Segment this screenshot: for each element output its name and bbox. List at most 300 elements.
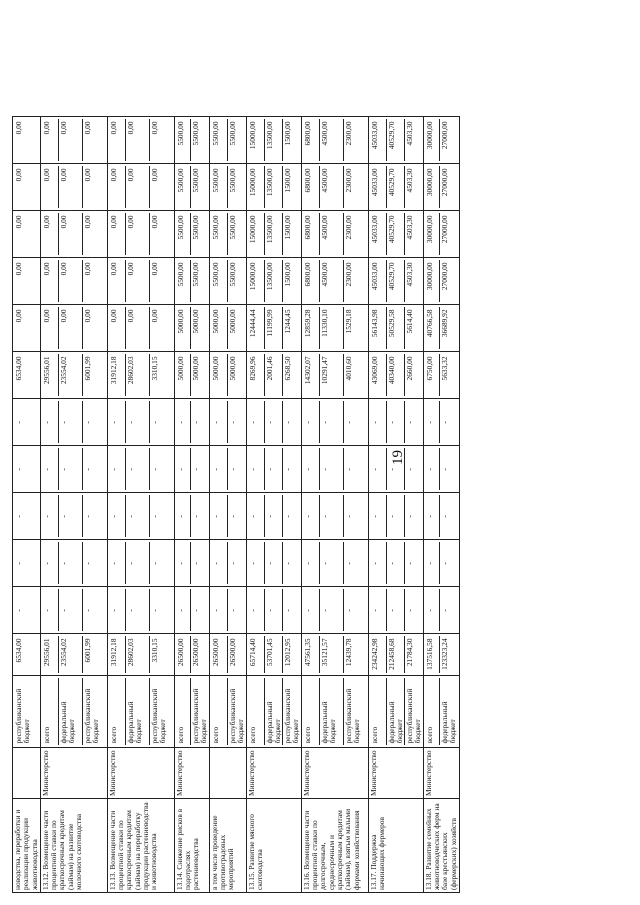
year-value: - — [14, 421, 23, 424]
year-value: - — [190, 401, 208, 443]
year-value: 0,00 — [41, 215, 51, 229]
year-value: 0,00 — [58, 307, 82, 349]
year-value: 0,00 — [41, 168, 51, 182]
year-value: - — [210, 421, 220, 424]
year-value: - — [149, 589, 173, 631]
year-value: - — [41, 609, 51, 612]
year-value: - — [227, 401, 245, 443]
year-value: 0,00 — [108, 215, 118, 229]
year-value: 6750,00 — [424, 356, 434, 381]
year-value: 27000,00 — [439, 166, 457, 208]
year-value: - — [210, 562, 220, 565]
year-value: - — [82, 448, 106, 490]
year-cell — [174, 164, 209, 211]
year-value: 0,00 — [14, 168, 23, 182]
total-value: 65714,40 — [247, 638, 257, 667]
year-cell — [246, 305, 301, 352]
year-value: 27000,00 — [439, 260, 457, 302]
year-value: - — [190, 589, 208, 631]
total-value: 47561,35 — [302, 638, 312, 667]
year-cell — [107, 352, 174, 399]
year-cell — [107, 399, 174, 446]
year-cell — [246, 540, 301, 587]
total-cell — [13, 634, 41, 676]
year-cell — [301, 352, 368, 399]
year-value: 6534,00 — [14, 356, 23, 381]
year-value: 5500,00 — [175, 262, 185, 287]
year-cell — [40, 399, 107, 446]
total-cell — [40, 634, 107, 676]
year-value: 4500,00 — [319, 260, 343, 302]
year-value: 10291,47 — [319, 354, 343, 396]
year-value: 6800,00 — [302, 121, 312, 146]
year-value: 5500,00 — [190, 166, 208, 208]
total-value: 35121,57 — [319, 636, 343, 673]
year-cell — [40, 117, 107, 164]
year-cell — [107, 493, 174, 540]
year-cell — [423, 493, 459, 540]
total-value: 26500,00 — [227, 636, 245, 673]
total-value: 23554,02 — [58, 636, 82, 673]
year-value: 1500,00 — [282, 166, 300, 208]
year-value: 0,00 — [14, 121, 23, 135]
funding-source-cell — [423, 676, 459, 748]
year-value: 0,00 — [14, 262, 23, 276]
year-cell — [209, 258, 246, 305]
year-value: - — [264, 589, 282, 631]
year-value: - — [210, 609, 220, 612]
total-value: 26500,00 — [190, 636, 208, 673]
year-cell — [40, 305, 107, 352]
year-cell — [13, 399, 41, 446]
year-value: 43069,00 — [369, 356, 379, 385]
year-value: 4503,30 — [404, 213, 422, 255]
total-value: 26500,00 — [175, 638, 185, 667]
year-value: - — [247, 609, 257, 612]
year-cell — [423, 587, 459, 634]
year-cell — [174, 305, 209, 352]
funding-source-cell — [40, 676, 107, 748]
year-value: 2300,00 — [343, 213, 367, 255]
year-value: - — [319, 448, 343, 490]
year-value: - — [82, 589, 106, 631]
year-value: 5000,00 — [175, 356, 185, 381]
year-value: - — [404, 448, 422, 490]
year-value: 15000,00 — [247, 262, 257, 291]
year-value: - — [108, 515, 118, 518]
year-value: 0,00 — [149, 119, 173, 161]
year-value: 13500,00 — [264, 119, 282, 161]
year-value: - — [424, 468, 434, 471]
year-cell — [40, 493, 107, 540]
year-value: 0,00 — [125, 260, 149, 302]
year-cell — [174, 446, 209, 493]
year-value: 0,00 — [41, 309, 51, 323]
year-cell — [246, 211, 301, 258]
year-cell — [301, 164, 368, 211]
measure-name-cell: новодства, переработки и реализации продукции животноводства — [13, 799, 41, 893]
total-cell — [301, 634, 368, 676]
funding-source: всего — [302, 726, 312, 744]
year-value: - — [247, 421, 257, 424]
year-value: 15000,00 — [247, 121, 257, 150]
year-value: - — [302, 468, 312, 471]
year-value: - — [247, 468, 257, 471]
year-value: 2660,00 — [404, 354, 422, 396]
table-row — [13, 117, 41, 893]
funding-source: республиканский бюджет — [190, 678, 208, 745]
year-value: 2001,46 — [264, 354, 282, 396]
year-value: 1500,00 — [282, 260, 300, 302]
year-cell — [13, 117, 41, 164]
year-value: 11330,10 — [319, 307, 343, 349]
year-value: - — [41, 515, 51, 518]
year-value: 1244,45 — [282, 307, 300, 349]
year-cell — [301, 587, 368, 634]
executor-cell: Министерство — [423, 748, 459, 799]
year-value: 0,00 — [149, 166, 173, 208]
year-cell — [13, 305, 41, 352]
year-value: 0,00 — [58, 260, 82, 302]
year-cell — [107, 258, 174, 305]
total-value: 31912,18 — [108, 638, 118, 667]
funding-source: федеральный бюджет — [386, 678, 404, 745]
measure-name-cell: 13.18. Развитие семейных животноводческих ферм на базе крестьянских (фермерских) хозяйств — [423, 799, 459, 893]
year-value: 27000,00 — [439, 213, 457, 255]
year-value: - — [404, 401, 422, 443]
year-cell — [246, 587, 301, 634]
executor-cell: Министерство — [107, 748, 174, 799]
table-row — [246, 117, 301, 893]
measure-name-cell: 13.15. Развитие мясного скотоводства — [246, 799, 301, 893]
year-value: - — [175, 468, 185, 471]
funding-source: федеральный бюджет — [439, 678, 457, 745]
year-value: - — [149, 495, 173, 537]
year-value: 12444,44 — [247, 309, 257, 338]
year-value: - — [424, 562, 434, 565]
year-value: 5500,00 — [227, 166, 245, 208]
funding-source: республиканский бюджет — [343, 678, 367, 745]
year-value: - — [41, 421, 51, 424]
year-value: - — [439, 495, 457, 537]
year-cell — [13, 587, 41, 634]
funding-source: федеральный бюджет — [319, 678, 343, 745]
funding-source: всего — [247, 726, 257, 744]
year-cell — [301, 540, 368, 587]
year-cell — [246, 117, 301, 164]
year-cell — [40, 352, 107, 399]
year-cell — [246, 399, 301, 446]
year-value: 5500,00 — [175, 121, 185, 146]
year-value: - — [439, 448, 457, 490]
year-cell — [13, 258, 41, 305]
year-value: 0,00 — [82, 307, 106, 349]
year-cell — [246, 258, 301, 305]
year-cell — [246, 352, 301, 399]
year-cell — [423, 258, 459, 305]
year-value: - — [190, 542, 208, 584]
year-value: - — [319, 401, 343, 443]
measure-name-cell: 13.12. Возмещение части процентной ставки по краткосрочным кредитам (займам) на развитие молочного скотоводства — [40, 799, 107, 893]
measure-name-cell: 13.13. Возмещение части процентной ставки по краткосрочным кредитам (займам) на переработку продукции растениеводства и животноводства — [107, 799, 174, 893]
year-value: - — [404, 495, 422, 537]
funding-source: всего — [41, 726, 51, 744]
year-value: - — [302, 421, 312, 424]
year-value: 0,00 — [41, 121, 51, 135]
year-value: 0,00 — [82, 166, 106, 208]
year-value: - — [302, 515, 312, 518]
total-value: 137516,58 — [424, 638, 434, 670]
year-value: 4010,60 — [343, 354, 367, 396]
year-cell — [246, 493, 301, 540]
year-cell — [40, 587, 107, 634]
year-value: - — [264, 495, 282, 537]
year-value: - — [108, 562, 118, 565]
total-value: 234242,98 — [369, 638, 379, 670]
year-value: - — [343, 589, 367, 631]
year-value: 5500,00 — [190, 119, 208, 161]
total-value: 123323,24 — [439, 636, 457, 673]
year-cell — [423, 352, 459, 399]
year-value: 5000,00 — [210, 309, 220, 334]
year-value: 31912,18 — [108, 356, 118, 385]
year-value: - — [319, 589, 343, 631]
funding-source: республиканский бюджет — [404, 678, 422, 745]
table-row — [40, 117, 107, 893]
year-value: 5500,00 — [210, 262, 220, 287]
year-cell — [13, 164, 41, 211]
year-cell — [301, 305, 368, 352]
year-value: 8269,96 — [247, 356, 257, 381]
year-value: 40529,70 — [386, 119, 404, 161]
executor-cell — [13, 748, 41, 799]
year-cell — [40, 211, 107, 258]
year-value: 11199,99 — [264, 307, 282, 349]
year-value: 0,00 — [125, 166, 149, 208]
executor-cell: Министерство — [368, 748, 423, 799]
year-value: 23554,02 — [58, 354, 82, 396]
year-value: 6268,50 — [282, 354, 300, 396]
year-value: - — [227, 542, 245, 584]
year-value: 45033,00 — [369, 121, 379, 150]
total-cell — [174, 634, 209, 676]
year-value: 27000,00 — [439, 119, 457, 161]
year-value: 13500,00 — [264, 213, 282, 255]
year-value: 4503,30 — [404, 119, 422, 161]
year-value: - — [175, 562, 185, 565]
year-value: - — [264, 401, 282, 443]
year-cell — [40, 164, 107, 211]
year-value: - — [149, 401, 173, 443]
year-cell — [301, 258, 368, 305]
year-value: 5000,00 — [190, 354, 208, 396]
year-value: 45033,00 — [369, 262, 379, 291]
year-cell — [209, 211, 246, 258]
year-value: - — [439, 589, 457, 631]
year-value: - — [319, 495, 343, 537]
year-cell — [13, 352, 41, 399]
year-value: 6800,00 — [302, 168, 312, 193]
table-row — [107, 117, 174, 893]
year-value: - — [424, 515, 434, 518]
funding-source: республиканский бюджет — [149, 678, 173, 745]
year-value: - — [227, 495, 245, 537]
executor-cell: Министерство — [174, 748, 209, 799]
table-row — [174, 117, 209, 893]
year-value: - — [82, 542, 106, 584]
year-value: 0,00 — [125, 307, 149, 349]
year-value: - — [14, 468, 23, 471]
year-value: 3310,15 — [149, 354, 173, 396]
funding-source: всего — [210, 726, 220, 744]
year-value: - — [58, 448, 82, 490]
year-value: 14302,07 — [302, 356, 312, 385]
year-value: - — [343, 495, 367, 537]
year-value: 2300,00 — [343, 166, 367, 208]
total-cell — [246, 634, 301, 676]
year-value: - — [386, 589, 404, 631]
year-value: - — [82, 401, 106, 443]
total-value: 12012,95 — [282, 636, 300, 673]
year-value: 5500,00 — [175, 168, 185, 193]
year-value: - — [125, 495, 149, 537]
year-value: - — [264, 542, 282, 584]
year-value: - — [175, 515, 185, 518]
year-value: 5500,00 — [210, 215, 220, 240]
year-cell — [209, 493, 246, 540]
year-value: - — [386, 542, 404, 584]
year-cell — [13, 493, 41, 540]
year-value: 0,00 — [149, 307, 173, 349]
year-value: 5000,00 — [227, 354, 245, 396]
year-value: - — [424, 609, 434, 612]
year-value: - — [369, 421, 379, 424]
year-cell — [301, 399, 368, 446]
total-value: 53701,45 — [264, 636, 282, 673]
year-cell — [40, 540, 107, 587]
year-value: - — [175, 609, 185, 612]
year-value: 40766,58 — [424, 309, 434, 338]
year-cell — [174, 493, 209, 540]
year-cell — [423, 164, 459, 211]
year-value: 13500,00 — [264, 166, 282, 208]
year-value: 5633,32 — [439, 354, 457, 396]
table-row — [301, 117, 368, 893]
year-value: 56143,98 — [369, 309, 379, 338]
year-value: 28602,03 — [125, 354, 149, 396]
year-value: 1529,18 — [343, 307, 367, 349]
year-cell — [246, 446, 301, 493]
year-value: 5500,00 — [175, 215, 185, 240]
year-cell — [209, 352, 246, 399]
year-value: 30000,00 — [424, 262, 434, 291]
year-value: - — [108, 609, 118, 612]
funding-source-cell — [174, 676, 209, 748]
funding-source-cell — [13, 676, 41, 748]
total-value: 3310,15 — [149, 636, 173, 673]
year-value: - — [247, 562, 257, 565]
year-value: 5614,40 — [404, 307, 422, 349]
year-value: 50529,58 — [386, 307, 404, 349]
year-cell — [174, 117, 209, 164]
year-value: 45033,00 — [369, 215, 379, 244]
executor-cell — [209, 748, 246, 799]
year-value: 5000,00 — [175, 309, 185, 334]
year-value: - — [343, 401, 367, 443]
year-cell — [174, 352, 209, 399]
year-value: 4503,30 — [404, 166, 422, 208]
year-value: - — [227, 589, 245, 631]
year-value: - — [264, 448, 282, 490]
year-value: - — [424, 421, 434, 424]
year-value: - — [343, 542, 367, 584]
year-value: 5500,00 — [227, 213, 245, 255]
funding-source: республиканский бюджет — [282, 678, 300, 745]
total-cell — [423, 634, 459, 676]
year-value: - — [369, 562, 379, 565]
year-value: 4500,00 — [319, 119, 343, 161]
year-value: 5000,00 — [190, 307, 208, 349]
year-value: 2300,00 — [343, 260, 367, 302]
year-value: 6001,99 — [82, 354, 106, 396]
total-value: 6001,99 — [82, 636, 106, 673]
year-value: - — [369, 515, 379, 518]
year-cell — [209, 587, 246, 634]
year-value: 5000,00 — [227, 307, 245, 349]
year-value: 5000,00 — [210, 356, 220, 381]
year-cell — [423, 305, 459, 352]
year-value: 0,00 — [108, 168, 118, 182]
funding-source-cell — [301, 676, 368, 748]
year-value: 0,00 — [82, 213, 106, 255]
funding-source: всего — [175, 726, 185, 744]
year-cell — [301, 211, 368, 258]
year-cell — [423, 399, 459, 446]
year-value: - — [404, 542, 422, 584]
year-value: 0,00 — [41, 262, 51, 276]
total-value: 26500,00 — [210, 638, 220, 667]
year-value: 30000,00 — [424, 121, 434, 150]
year-cell — [174, 399, 209, 446]
year-value: - — [14, 609, 23, 612]
year-value: - — [125, 542, 149, 584]
year-cell — [174, 587, 209, 634]
total-value: 28602,03 — [125, 636, 149, 673]
year-value: - — [439, 401, 457, 443]
total-value: 6534,00 — [14, 638, 23, 663]
year-value: - — [302, 562, 312, 565]
year-cell — [13, 540, 41, 587]
total-value: 21784,30 — [404, 636, 422, 673]
year-value: - — [108, 421, 118, 424]
year-value: - — [319, 542, 343, 584]
year-value: 0,00 — [58, 213, 82, 255]
year-cell — [40, 258, 107, 305]
funding-source: республиканский бюджет — [14, 688, 32, 744]
year-cell — [423, 117, 459, 164]
year-cell — [423, 211, 459, 258]
funding-source: республиканский бюджет — [227, 678, 245, 745]
year-cell — [246, 164, 301, 211]
year-value: - — [190, 495, 208, 537]
year-value: - — [149, 448, 173, 490]
year-value: - — [343, 448, 367, 490]
year-cell — [107, 305, 174, 352]
total-cell — [107, 634, 174, 676]
year-value: - — [58, 542, 82, 584]
year-cell — [174, 540, 209, 587]
year-value: - — [386, 495, 404, 537]
